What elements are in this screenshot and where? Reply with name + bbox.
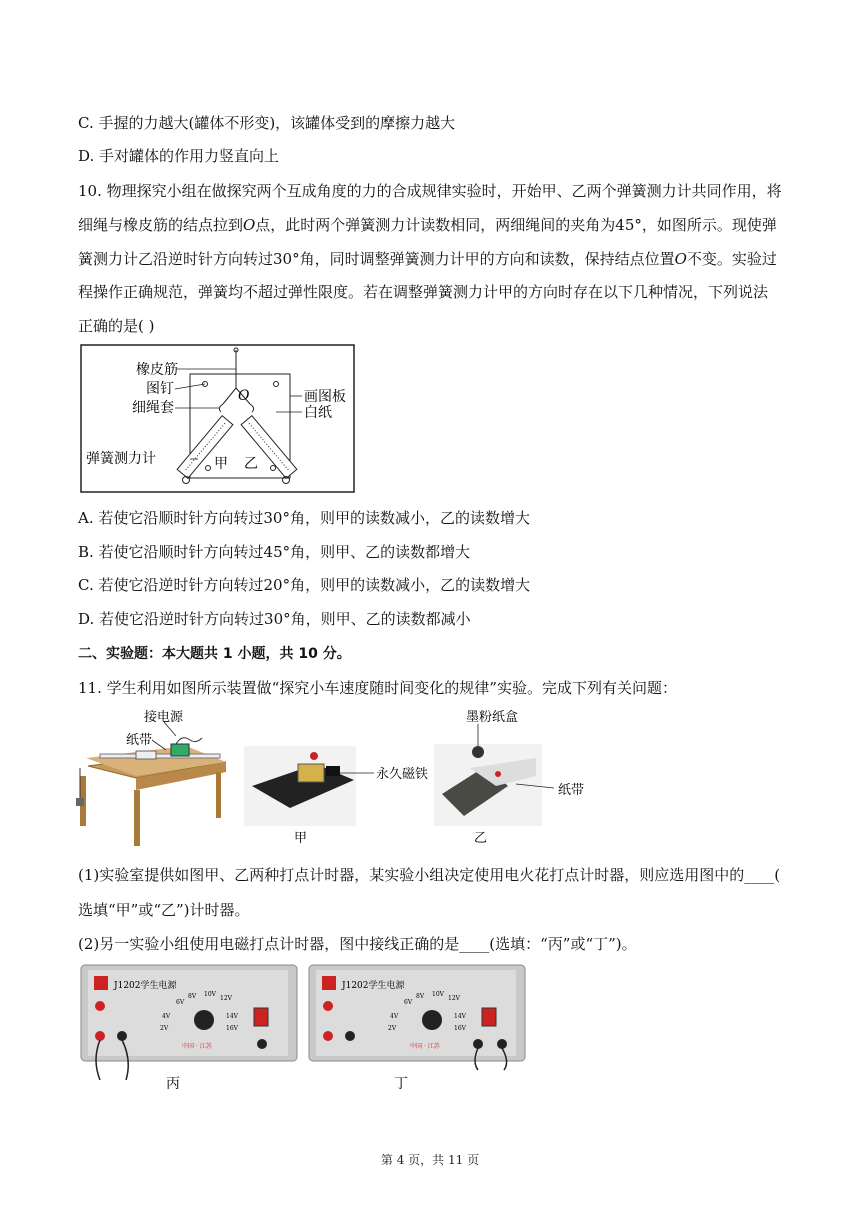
volt-12v-d: 12V xyxy=(448,995,460,1002)
question-10-line2: 细绳与橡皮筋的结点拉到𝑂点，此时两个弹簧测力计读数相同，两细绳间的夹角为45°，如图所示。现使弹 xyxy=(78,216,777,234)
label-fig-jia: 甲 xyxy=(294,831,308,846)
question-11-part1a: (1)实验室提供如图甲、乙两种打点计时器，某实验小组决定使用电火花打点计时器，则应选用图中的____( xyxy=(78,866,781,884)
label-tape1: 纸带 xyxy=(126,733,153,748)
power-supply-figure xyxy=(80,964,540,1094)
volt-16v: 16V xyxy=(226,1025,238,1032)
label-ink-box: 墨粉纸盒 xyxy=(466,710,519,725)
label-drawing-board: 画图板 xyxy=(304,389,346,405)
volt-12v: 12V xyxy=(220,995,232,1002)
question-11-part2: (2)另一实验小组使用电磁打点计时器，图中接线正确的是____(选填：“丙”或“丁”)。 xyxy=(78,935,637,953)
volt-14v-d: 14V xyxy=(454,1013,466,1020)
volt-6v: 6V xyxy=(176,999,185,1006)
volt-4v: 4V xyxy=(162,1013,171,1020)
question-10-line3: 簧测力计乙沿逆时针方向转过30°角，同时调整弹簧测力计甲的方向和读数，保持结点位置𝑂不变。实验过 xyxy=(78,250,777,268)
label-rubber-band: 橡皮筋 xyxy=(136,362,178,378)
volt-8v-d: 8V xyxy=(416,993,425,1000)
label-magnet: 永久磁铁 xyxy=(376,767,429,782)
option-a-q10: A. 若使它沿顺时针方向转过30°角，则甲的读数减小，乙的读数增大 xyxy=(78,509,530,527)
page-footer: 第 4 页，共 11 页 xyxy=(380,1153,480,1167)
label-white-paper: 白纸 xyxy=(304,405,332,421)
label-tape2: 纸带 xyxy=(558,783,585,798)
volt-16v-d: 16V xyxy=(454,1025,466,1032)
brand-bing: J1202学生电源 xyxy=(114,981,177,991)
timer-apparatus-figure xyxy=(76,706,636,852)
option-c-q10: C. 若使它沿逆时针方向转过20°角，则甲的读数减小，乙的读数增大 xyxy=(78,576,531,594)
option-d-q9: D. 手对罐体的作用力竖直向上 xyxy=(78,147,280,165)
label-jia: 甲 xyxy=(214,456,228,472)
question-10-line1: 10. 物理探究小组在做探究两个互成角度的力的合成规律实验时，开始甲、乙两个弹簧测力计共同作用，将 xyxy=(78,182,782,200)
question-10-line5: 正确的是( ) xyxy=(78,317,155,335)
question-11: 11. 学生利用如图所示装置做“探究小车速度随时间变化的规律”实验。完成下列有关问题： xyxy=(78,679,677,697)
label-power: 接电源 xyxy=(144,710,184,725)
brand-ding: J1202学生电源 xyxy=(342,981,405,991)
label-bing: 丙 xyxy=(166,1076,180,1092)
label-fig-yi: 乙 xyxy=(474,831,488,846)
volt-6v-d: 6V xyxy=(404,999,413,1006)
question-10-line4: 程操作正确规范，弹簧均不超过弹性限度。若在调整弹簧测力计甲的方向时存在以下几种情况，下列说法 xyxy=(78,283,769,301)
volt-8v: 8V xyxy=(188,993,197,1000)
question-11-part1b: 选填“甲”或“乙”)计时器。 xyxy=(78,901,250,919)
volt-10v-d: 10V xyxy=(432,991,444,998)
label-string-loop: 细绳套 xyxy=(132,400,174,416)
bottom-bing: 中国 · 江苏 xyxy=(182,1043,212,1050)
volt-2v: 2V xyxy=(160,1025,169,1032)
label-yi: 乙 xyxy=(244,456,258,472)
label-pin: 图钉 xyxy=(146,381,174,397)
force-experiment-figure xyxy=(80,344,356,494)
label-ding: 丁 xyxy=(394,1076,408,1092)
supply-ding xyxy=(309,965,525,1092)
supply-bing xyxy=(81,965,297,1092)
option-c-q9: C. 手握的力越大(罐体不形变)，该罐体受到的摩擦力越大 xyxy=(78,114,456,132)
option-d-q10: D. 若使它沿逆时针方向转过30°角，则甲、乙的读数都减小 xyxy=(78,610,471,628)
label-spring-scale: 弹簧测力计 xyxy=(86,451,156,467)
volt-10v: 10V xyxy=(204,991,216,998)
label-point-o: O xyxy=(238,388,250,404)
section-heading: 二、实验题：本大题共 1 小题，共 10 分。 xyxy=(78,646,351,662)
volt-14v: 14V xyxy=(226,1013,238,1020)
bottom-ding: 中国 · 江苏 xyxy=(410,1043,440,1050)
option-b-q10: B. 若使它沿顺时针方向转过45°角，则甲、乙的读数都增大 xyxy=(78,543,471,561)
volt-4v-d: 4V xyxy=(390,1013,399,1020)
volt-2v-d: 2V xyxy=(388,1025,397,1032)
